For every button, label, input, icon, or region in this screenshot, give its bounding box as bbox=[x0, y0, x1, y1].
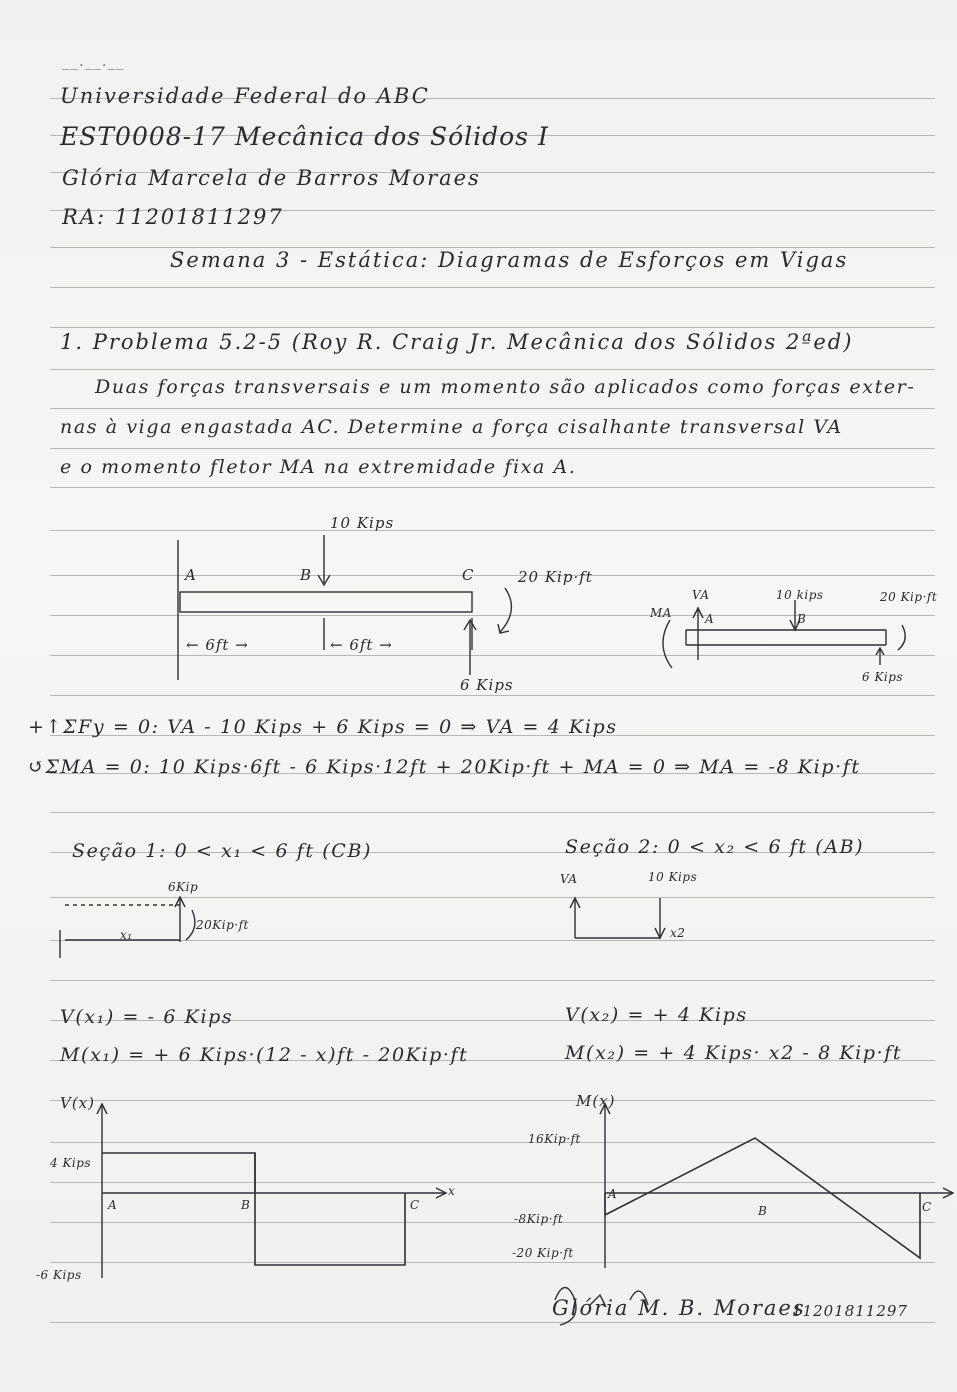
section-2-force: 10 Kips bbox=[648, 870, 698, 884]
equation-sum-fy: +↑ΣFy = 0: VA - 10 Kips + 6 Kips = 0 ⇒ VA = 4 Kips bbox=[28, 716, 618, 738]
fbd-load: 10 kips bbox=[776, 588, 824, 602]
fbd-b: B bbox=[797, 612, 807, 626]
student-ra: RA: 11201811297 bbox=[62, 205, 284, 229]
fbd-moment: 20 Kip·ft bbox=[880, 590, 938, 604]
moment-eq-1: M(x₁) = + 6 Kips·(12 - x)ft - 20Kip·ft bbox=[60, 1044, 469, 1066]
fbd-va: VA bbox=[692, 588, 710, 602]
moment-mid-label: -8Kip·ft bbox=[514, 1212, 564, 1226]
moment-point-b: B bbox=[758, 1204, 768, 1218]
fbd-ma: MA bbox=[650, 606, 672, 620]
shear-axis-label: V(x) bbox=[60, 1094, 95, 1112]
topic-title: Semana 3 - Estática: Diagramas de Esforços em Vigas bbox=[170, 248, 849, 272]
moment-top-label: 16Kip·ft bbox=[528, 1132, 581, 1146]
section-1-moment: 20Kip·ft bbox=[196, 918, 249, 932]
section-2-title: Seção 2: 0 < x₂ < 6 ft (AB) bbox=[565, 836, 865, 858]
shear-bottom-label: -6 Kips bbox=[36, 1268, 82, 1282]
section-1-x: x₁ bbox=[120, 928, 133, 942]
equation-sum-m: ↺ΣMA = 0: 10 Kips·6ft - 6 Kips·12ft + 20Kip·ft + MA = 0 ⇒ MA = -8 Kip·ft bbox=[28, 756, 861, 778]
problem-heading: 1. Problema 5.2-5 (Roy R. Craig Jr. Mecânica dos Sólidos 2ªed) bbox=[60, 330, 854, 354]
beam-label-c: C bbox=[462, 566, 475, 584]
section-2-x: x2 bbox=[670, 926, 686, 940]
signature-ra: 11201811297 bbox=[792, 1302, 908, 1320]
date-line: __.__.__ bbox=[62, 52, 125, 70]
beam-moment-label: 20 Kip·ft bbox=[518, 568, 593, 586]
beam-reaction-label: 6 Kips bbox=[460, 676, 514, 694]
signature-name: Glória M. B. Moraes bbox=[552, 1296, 806, 1320]
section-1-force: 6Kip bbox=[168, 880, 199, 894]
university-name: Universidade Federal do ABC bbox=[60, 84, 430, 108]
shear-eq-2: V(x₂) = + 4 Kips bbox=[565, 1004, 748, 1026]
beam-dim-1: ← 6ft → bbox=[186, 636, 249, 654]
problem-line-3: e o momento fletor MA na extremidade fixa A. bbox=[60, 456, 577, 478]
beam-load-label: 10 Kips bbox=[330, 514, 395, 532]
course-title: EST0008-17 Mecânica dos Sólidos I bbox=[60, 122, 549, 151]
shear-top-label: 4 Kips bbox=[50, 1156, 92, 1170]
moment-bottom-label: -20 Kip·ft bbox=[512, 1246, 574, 1260]
beam-dim-2: ← 6ft → bbox=[330, 636, 393, 654]
fbd-reaction: 6 Kips bbox=[862, 670, 904, 684]
fbd-a: A bbox=[705, 612, 715, 626]
shear-x-label: x bbox=[448, 1184, 456, 1198]
problem-line-1: Duas forças transversais e um momento são aplicados como forças exter- bbox=[95, 376, 916, 398]
moment-point-c: C bbox=[922, 1200, 932, 1214]
beam-label-a: A bbox=[185, 566, 197, 584]
moment-axis-label: M(x) bbox=[576, 1092, 616, 1110]
moment-eq-2: M(x₂) = + 4 Kips· x2 - 8 Kip·ft bbox=[565, 1042, 903, 1064]
shear-point-c: C bbox=[410, 1198, 420, 1212]
section-1-title: Seção 1: 0 < x₁ < 6 ft (CB) bbox=[72, 840, 373, 862]
shear-eq-1: V(x₁) = - 6 Kips bbox=[60, 1006, 234, 1028]
student-name: Glória Marcela de Barros Moraes bbox=[62, 166, 481, 190]
problem-line-2: nas à viga engastada AC. Determine a força cisalhante transversal VA bbox=[60, 416, 843, 438]
section-2-va: VA bbox=[560, 872, 578, 886]
shear-point-a: A bbox=[108, 1198, 118, 1212]
beam-label-b: B bbox=[300, 566, 313, 584]
shear-point-b: B bbox=[241, 1198, 251, 1212]
moment-point-a: A bbox=[608, 1187, 618, 1201]
